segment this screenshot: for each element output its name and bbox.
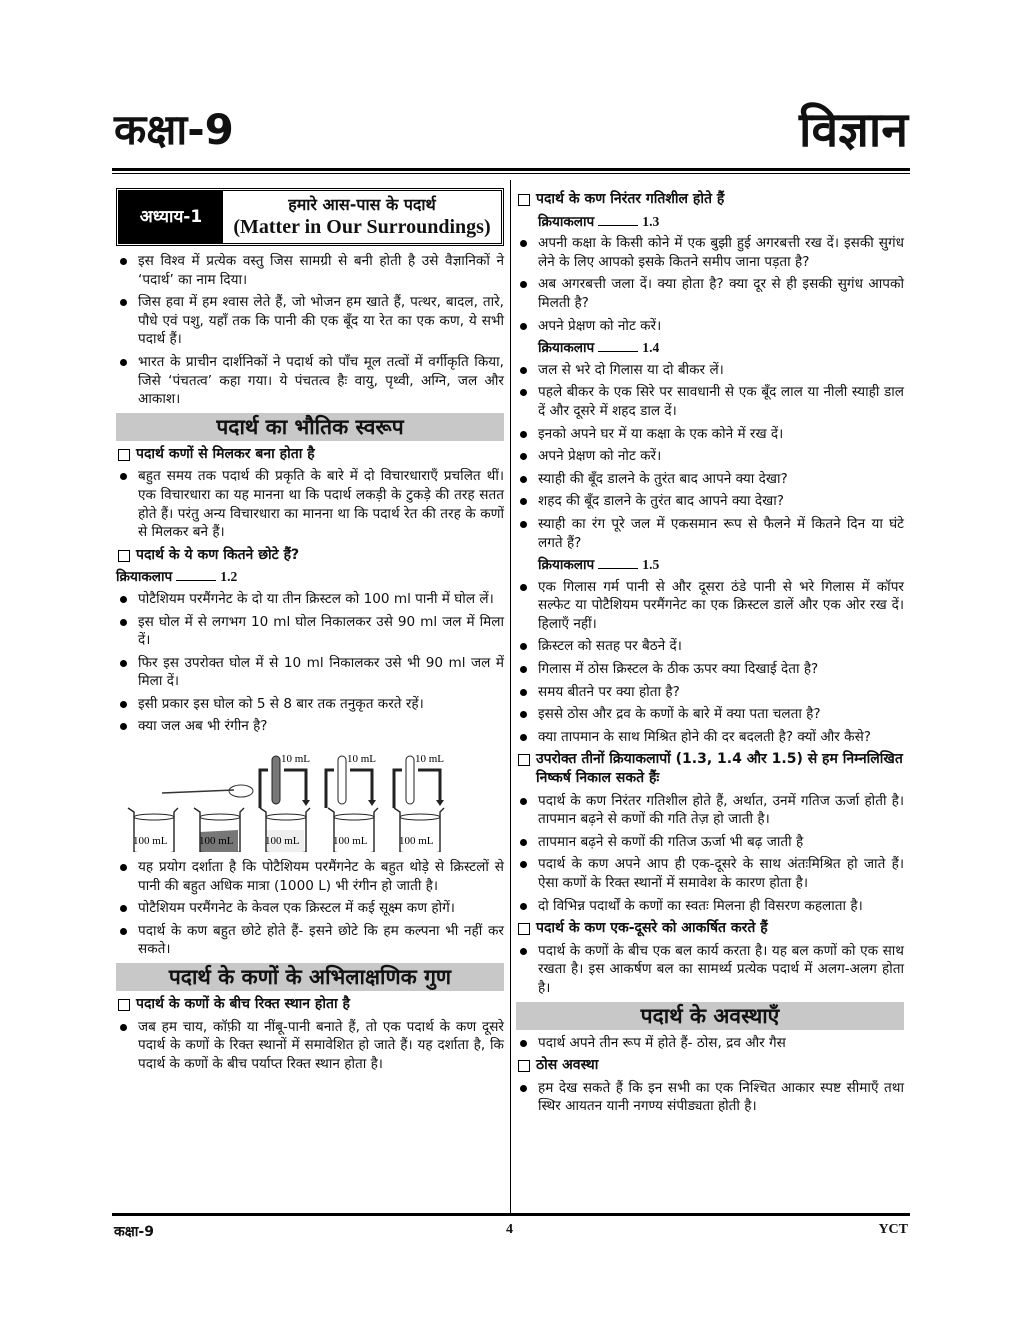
tube-label: 10 mL: [281, 753, 311, 766]
subheading: पदार्थ के कण एक-दूसरे को आकर्षित करते हैं: [516, 919, 904, 938]
beaker: [394, 808, 444, 852]
list-item: जल से भरे दो गिलास या दो बीकर लें।: [516, 361, 904, 380]
activity-label: [516, 556, 904, 575]
test-tube: [272, 756, 280, 804]
beaker: [328, 808, 378, 852]
list-item: क्या तापमान के साथ मिश्रित होने की दर बदलती है? क्यों और कैसे?: [516, 728, 904, 747]
chapter-box: [116, 188, 504, 246]
list-item: गिलास में ठोस क्रिस्टल के ठीक ऊपर क्या दिखाई देता है?: [516, 660, 904, 679]
list-item: क्या जल अब भी रंगीन है?: [116, 717, 504, 736]
list-item: इसी प्रकार इस घोल को 5 से 8 बार तक तनुकृत करते रहें।: [116, 695, 504, 714]
list-item: स्याही का रंग पूरे जल में एकसमान रूप से फैलने में कितने दिन या घंटे लगते हैं?: [516, 515, 904, 552]
beaker-label: 100 mL: [333, 835, 368, 848]
list-item: पदार्थ अपने तीन रूप में होते हैं- ठोस, द्रव और गैस: [516, 1034, 904, 1053]
section-heading: पदार्थ के अवस्थाएँ: [516, 1002, 904, 1030]
chapter-number: अध्याय-1: [119, 191, 223, 243]
list-item: अब अगरबत्ती जला दें। क्या होता है? क्या दूर से ही इसकी सुगंध आपको मिलती है?: [516, 275, 904, 312]
section-heading: पदार्थ के कणों के अभिलाक्षणिक गुण: [116, 963, 504, 991]
list-item: इस घोल में से लगभग 10 ml घोल निकालकर उसे 90 ml जल में मिला दें।: [116, 613, 504, 650]
left-column: [116, 188, 504, 1077]
list-item: इससे ठोस और द्रव के कणों के बारे में क्या पता चलता है?: [516, 705, 904, 724]
list-item: फिर इस उपरोक्त घोल में से 10 ml निकालकर उसे भी 90 ml जल में मिला दें।: [116, 654, 504, 691]
dilution-figure: [116, 742, 504, 852]
footer-publisher: YCT: [878, 1222, 908, 1237]
activity-number: 1.2: [220, 569, 238, 585]
list-item: पदार्थ के कण बहुत छोटे होते हैं- इसने छोटे कि हम कल्पना भी नहीं कर सकते।: [116, 922, 504, 959]
beaker-label: 100 mL: [133, 835, 168, 848]
list-item: दो विभिन्न पदार्थों के कणों का स्वतः मिलना ही विसरण कहलाता है।: [516, 897, 904, 916]
activity-label: [116, 568, 504, 587]
list-item: स्याही की बूँद डालने के तुरंत बाद आपने क्या देखा?: [516, 470, 904, 489]
activity-number: 1.5: [642, 557, 660, 573]
list-item: भारत के प्राचीन दार्शनिकों ने पदार्थ को पाँच मूल तत्वों में वर्गीकृति किया, जिसे ‘पंचतत्व’ कहा गया। ये पंचतत्व हैः वायु, पृथ्वी, अग्नि, जल और आकाश।: [116, 353, 504, 409]
subheading: पदार्थ कणों से मिलकर बना होता है: [116, 445, 504, 464]
beaker-label: 100 mL: [265, 835, 300, 848]
activity-label: [516, 213, 904, 232]
beaker-label: 100 mL: [199, 835, 234, 848]
figure: [116, 742, 504, 852]
footer-class: कक्षा-9: [114, 1224, 154, 1240]
list-item: इनको अपने घर में या कक्षा के एक कोने में रख दें।: [516, 425, 904, 444]
activity-label: [516, 339, 904, 358]
list-item: पदार्थ के कण निरंतर गतिशील होते हैं, अर्थात, उनमें गतिज ऊर्जा होती है। तापमान बढ़ने से कणों की गति तेज़ हो जाती है।: [516, 792, 904, 829]
activity-number: 1.4: [642, 340, 660, 356]
footer-rule: [112, 1213, 910, 1216]
beaker: [194, 808, 244, 852]
list-item: इस विश्व में प्रत्येक वस्तु जिस सामग्री से बनी होती है उसे वैज्ञानिकों ने ‘पदार्थ’ का नाम दिया।: [116, 252, 504, 289]
list-item: पहले बीकर के एक सिरे पर सावधानी से एक बूँद लाल या नीली स्याही डाल दें और दूसरे में शहद डाल दें।: [516, 383, 904, 420]
activity-number: 1.3: [642, 213, 660, 229]
list-item: जिस हवा में हम श्वास लेते हैं, जो भोजन हम खाते हैं, पत्थर, बादल, तारे, पौधे एवं पशु, यहाँ तक कि पानी की एक बूँद या रेत का एक कण, ये सभी पदार्थ हैं।: [116, 293, 504, 349]
subheading: पदार्थ के कणों के बीच रिक्त स्थान होता है: [116, 995, 504, 1014]
subheading: ठोस अवस्था: [516, 1056, 904, 1075]
list-item: बहुत समय तक पदार्थ की प्रकृति के बारे में दो विचारधाराएँ प्रचलित थीं। एक विचारधारा का यह मानना था कि पदार्थ लकड़ी के टुकड़े की तरह सतत होते हैं। परंतु अन्य विचारधारा का मानना था कि पदार्थ रेत की तरह के कणों से मिलकर बने हैं।: [116, 467, 504, 541]
chapter-title-hindi: हमारे आस-पास के पदार्थ: [288, 195, 436, 214]
right-column: [516, 188, 904, 1120]
beaker: [128, 808, 178, 852]
list-item: हम देख सकते हैं कि इन सभी का एक निश्चित आकार स्पष्ट सीमाएँ तथा स्थिर आयतन यानी नगण्य संपीड्यता होती है।: [516, 1079, 904, 1116]
list-item: जब हम चाय, कॉफ़ी या नींबू-पानी बनाते हैं, तो एक पदार्थ के कण दूसरे पदार्थ के कणों के रिक्त स्थानों में समावेशित हो जाते हैं। यह दर्शाता है, कि पदार्थ के कणों के बीच पर्याप्त रिक्त स्थान होता है।: [116, 1018, 504, 1074]
subject-title: विज्ञान: [799, 102, 908, 158]
chapter-title-english: (Matter in Our Surroundings): [233, 216, 491, 238]
subheading: उपरोक्त तीनों क्रियाकलापों (1.3, 1.4 और 1.5) से हम निम्नलिखित निष्कर्ष निकाल सकते हैंः: [516, 750, 904, 787]
list-item: अपने प्रेक्षण को नोट करें।: [516, 317, 904, 336]
page-number: 4: [506, 1222, 513, 1237]
list-item: अपनी कक्षा के किसी कोने में एक बुझी हुई अगरबत्ती रख दें। इसकी सुगंध लेने के लिए आपको इसके कितने समीप जाना पड़ता है?: [516, 234, 904, 271]
test-tube: [406, 756, 414, 804]
list-item: अपने प्रेक्षण को नोट करें।: [516, 447, 904, 466]
activity-title: क्रियाकलाप: [116, 569, 173, 586]
test-tube: [338, 756, 346, 804]
subheading: पदार्थ के कण निरंतर गतिशील होते हैं: [516, 190, 904, 209]
section-heading: पदार्थ का भौतिक स्वरूप: [116, 413, 504, 441]
list-item: यह प्रयोग दर्शाता है कि पोटैशियम परमैंगनेट के बहुत थोड़े से क्रिस्टलों से पानी की बहुत अधिक मात्रा (1000 L) भी रंगीन हो जाती है।: [116, 858, 504, 895]
list-item: पदार्थ के कण अपने आप ही एक-दूसरे के साथ अंतःमिश्रित हो जाते हैं। ऐसा कणों के रिक्त स्थानों में समावेश के कारण होता है।: [516, 855, 904, 892]
subheading: पदार्थ के ये कण कितने छोटे हैं?: [116, 546, 504, 565]
beaker: [260, 808, 310, 852]
column-divider: [510, 180, 511, 1214]
activity-title: क्रियाकलाप: [538, 557, 595, 574]
activity-title: क्रियाकलाप: [538, 340, 595, 357]
tube-label: 10 mL: [415, 753, 445, 766]
list-item: तापमान बढ़ने से कणों की गतिज ऊर्जा भी बढ़ जाती है: [516, 833, 904, 852]
tube-label: 10 mL: [347, 753, 377, 766]
class-title: कक्षा-9: [114, 105, 234, 154]
list-item: क्रिस्टल को सतह पर बैठने दें।: [516, 637, 904, 656]
list-item: पदार्थ के कणों के बीच एक बल कार्य करता है। यह बल कणों को एक साथ रखता है। इस आकर्षण बल का सामर्थ्य प्रत्येक पदार्थ में अलग-अलग होता है।: [516, 942, 904, 998]
chapter-title: [223, 191, 501, 243]
activity-title: क्रियाकलाप: [538, 213, 595, 230]
list-item: समय बीतने पर क्या होता है?: [516, 683, 904, 702]
list-item: शहद की बूँद डालने के तुरंत बाद आपने क्या देखा?: [516, 492, 904, 511]
list-item: पोटैशियम परमैंगनेट के दो या तीन क्रिस्टल को 100 ml पानी में घोल लें।: [116, 590, 504, 609]
list-item: एक गिलास गर्म पानी से और दूसरा ठंडे पानी से भरे गिलास में कॉपर सल्फेट या पोटैशियम परमैंगनेट का एक क्रिस्टल डालें और एक ओर रख दें। हिलाएँ नहीं।: [516, 578, 904, 634]
list-item: पोटैशियम परमैंगनेट के केवल एक क्रिस्टल में कई सूक्ष्म कण होगें।: [116, 899, 504, 918]
header-rule: [112, 168, 910, 174]
beaker-label: 100 mL: [399, 835, 434, 848]
